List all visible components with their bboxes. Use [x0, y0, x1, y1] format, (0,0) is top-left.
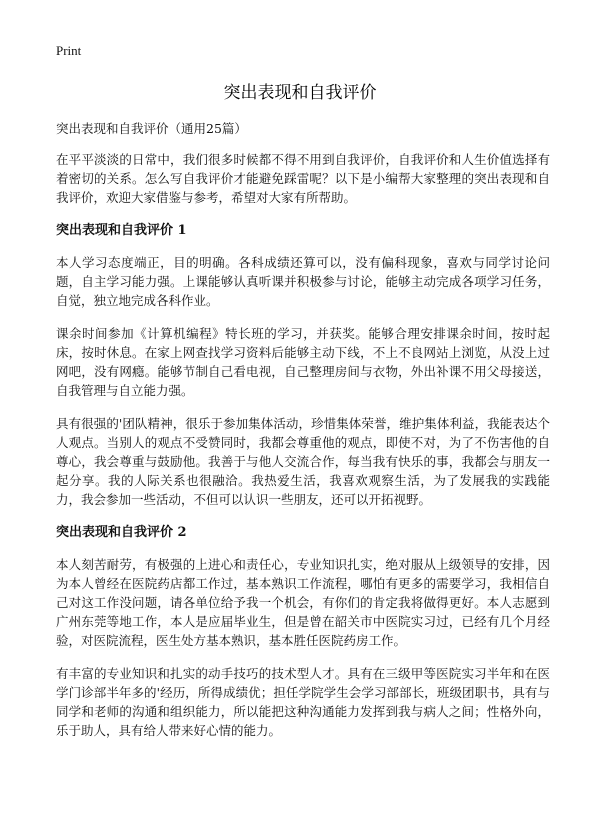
section-heading: 突出表现和自我评价 1: [56, 223, 187, 238]
page-title: 突出表现和自我评价: [223, 83, 377, 103]
section-paragraph: 本人刻苦耐劳，有极强的上进心和责任心，专业知识扎实，绝对服从上级领导的安排，因为本人曾经在医院药店都工作过，基本熟识工作流程，哪怕有更多的需要学习，我相信自己对这工作没问题，请各单位给予我一个机会，有你们的肯定我将做得更好。本人志愿到广州东莞等地工作，本人是应届毕业生，但是曾在韶关市中医院实习过，已经有几个月经验，对医院流程，医生处方基本熟识，基本胜任医院药房工作。: [56, 557, 550, 648]
document-body: [56, 150, 550, 754]
document-subtitle: 突出表现和自我评价（通用25篇）: [56, 121, 247, 136]
section-paragraph: 有丰富的专业知识和扎实的动手技巧的技术型人才。具有在三级甲等医院实习半年和在医学门诊部半年多的'经历，所得成绩优；担任学院学生会学习部部长，班级团职书，具有与同学和老师的沟通和组织能力，所以能把这种沟通能力发挥到我与病人之间；性格外向，乐于助人，具有给人带来好心情的能力。: [56, 666, 550, 738]
section-paragraph: 具有很强的'团队精神，很乐于参加集体活动，珍惜集体荣誉，维护集体利益，我能表达个人观点。当别人的观点不受赞同时，我都会尊重他的观点，即使不对，为了不伤害他的自尊心，我会尊重与鼓励他。我善于与他人交流合作，每当我有快乐的事，我都会与朋友一起分享。我的人际关系也很融洽。我热爱生活，我喜欢观察生活，为了发展我的实践能力，我会参加一些活动，不但可以认识一些朋友，还可以开拓视野。: [56, 416, 550, 507]
print-label[interactable]: Print: [56, 43, 82, 58]
section-paragraph: 课余时间参加《计算机编程》特长班的学习，并获奖。能够合理安排课余时间，按时起床，按时休息。在家上网查找学习资料后能够主动下线，不上不良网站上浏览，从没上过网吧，没有网瘾。能够节制自己看电视，自己整理房间与衣物，外出补课不用父母接送，自我管理与自立能力强。: [56, 326, 550, 398]
section-heading: 突出表现和自我评价 2: [56, 525, 187, 540]
section-paragraph: 本人学习态度端正，目的明确。各科成绩还算可以，没有偏科现象，喜欢与同学讨论问题，自主学习能力强。上课能够认真听课并积极参与讨论，能够主动完成各项学习任务，自觉，独立地完成各科作业。: [56, 255, 550, 308]
intro-paragraph: 在平平淡淡的日常中，我们很多时候都不得不用到自我评价，自我评价和人生价值选择有着密切的关系。怎么写自我评价才能避免踩雷呢？以下是小编帮大家整理的突出表现和自我评价，欢迎大家借鉴与参考，希望对大家有所帮助。: [56, 152, 550, 205]
